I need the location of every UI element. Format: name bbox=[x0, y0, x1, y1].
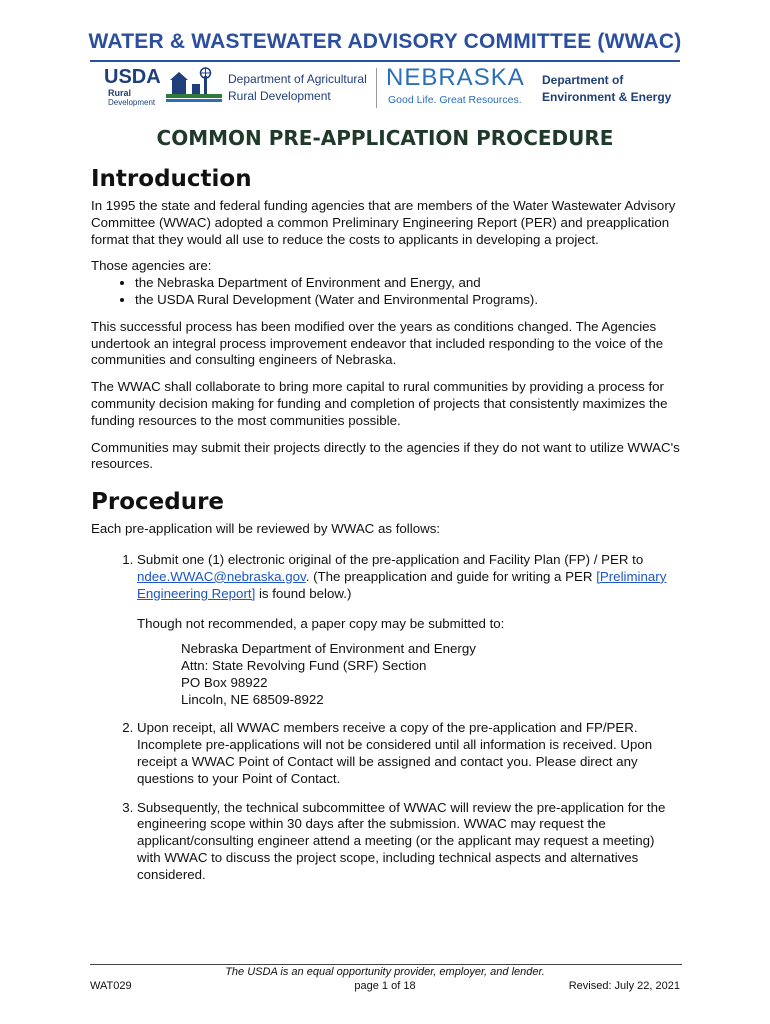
address-line: Lincoln, NE 68509-8922 bbox=[181, 691, 324, 707]
rural-development-icon bbox=[166, 64, 222, 104]
usda-dept-line1: Department of Agricultural bbox=[228, 72, 367, 86]
usda-dept-line2: Rural Development bbox=[228, 89, 331, 103]
logo-divider bbox=[376, 68, 377, 108]
intro-paragraph-1: In 1995 the state and federal funding agencies that are members of the Water Wastewater Advisory Committee (WWAC) adopted a common Preliminary Engineering Report (PER) and preapplication format that they would all use to reduce the costs to applicants in developing a project. bbox=[91, 198, 676, 247]
nde-line1: Department of bbox=[542, 73, 624, 87]
intro-paragraph-4: Communities may submit their projects directly to the agencies if they do not want to utilize WWAC's resources. bbox=[91, 439, 680, 472]
banner-title: WATER & WASTEWATER ADVISORY COMMITTEE (WWAC) bbox=[88, 30, 682, 53]
step-1-text-c: is found below.) bbox=[255, 585, 352, 601]
nebraska-tagline: Good Life. Great Resources. bbox=[388, 94, 522, 106]
step-1-text-b: . (The preapplication and guide for writing a PER bbox=[305, 568, 597, 584]
intro-paragraph-2: This successful process has been modified over the years as conditions changed. The Agencies undertook an integral process improvement endeavor that included responding to the voice of the communities and consulting engineers of Nebraska. bbox=[91, 318, 664, 368]
agencies-lead: Those agencies are: bbox=[91, 258, 212, 274]
step-1-text-a: Submit one (1) electronic original of the pre-application and Facility Plan (FP) / PER to bbox=[137, 551, 644, 567]
agencies-list bbox=[91, 275, 681, 309]
footer-page-number: page 1 of 18 bbox=[354, 980, 416, 992]
intro-paragraph-3: The WWAC shall collaborate to bring more capital to rural communities by providing a process for community decision making for funding and completion of projects that consistently maximizes the funding resources to the most communities possible. bbox=[91, 379, 668, 428]
procedure-lead: Each pre-application will be reviewed by WWAC as follows: bbox=[91, 521, 441, 537]
list-item: • the USDA Rural Development (Water and Environmental Programs). bbox=[135, 292, 681, 309]
agency-logos bbox=[100, 64, 680, 110]
banner-divider bbox=[90, 60, 680, 62]
document-body bbox=[91, 164, 681, 896]
address-line: PO Box 98922 bbox=[181, 674, 268, 690]
intro-heading: Introduction bbox=[91, 166, 252, 192]
procedure-heading: Procedure bbox=[91, 489, 225, 516]
nde-line2: Environment & Energy bbox=[542, 90, 672, 104]
address-line: Attn: State Revolving Fund (SRF) Section bbox=[181, 657, 427, 673]
step-3: 3. Subsequently, the technical subcommittee of WWAC will review the pre-application for the engineering scope within 30 days after the submission. WWAC may request the applicant/consulting engineer attend a meeting (or the applicant may request a meeting) with WWAC to discuss the project scope, including technical aspects and alternatives considered. bbox=[137, 800, 681, 884]
usda-logo-sub1: Rural bbox=[108, 88, 132, 98]
usda-logo-sub2: Development bbox=[108, 98, 156, 107]
list-item: • the Nebraska Department of Environment and Energy, and bbox=[135, 275, 681, 292]
footer-revised-date: Revised: July 22, 2021 bbox=[568, 980, 680, 992]
footer-notice: The USDA is an equal opportunity provider, employer, and lender. bbox=[225, 966, 545, 978]
step-2: 2. Upon receipt, all WWAC members receive a copy of the pre-application and FP/PER. Incomplete pre-applications will not be considered until all information is received. Upon receipt a WWAC Point of Contact will be assigned and contact you. Please direct any questions to your Point of Contact. bbox=[137, 720, 681, 787]
nebraska-logo: NEBRASKA bbox=[386, 64, 525, 91]
per-link[interactable]: [Preliminary Engineering Report] bbox=[137, 568, 667, 601]
usda-logo: USDA bbox=[104, 66, 161, 88]
paper-copy-note: Though not recommended, a paper copy may be submitted to: bbox=[137, 616, 505, 632]
email-link[interactable]: ndee.WWAC@nebraska.gov bbox=[137, 568, 306, 584]
mailing-address bbox=[181, 641, 681, 708]
footer-divider bbox=[90, 964, 682, 965]
footer-doc-id: WAT029 bbox=[90, 980, 132, 992]
address-line: Nebraska Department of Environment and Energy bbox=[181, 641, 476, 657]
document-title: COMMON PRE-APPLICATION PROCEDURE bbox=[156, 126, 614, 150]
step-1 bbox=[137, 552, 681, 708]
procedure-steps bbox=[91, 552, 681, 884]
